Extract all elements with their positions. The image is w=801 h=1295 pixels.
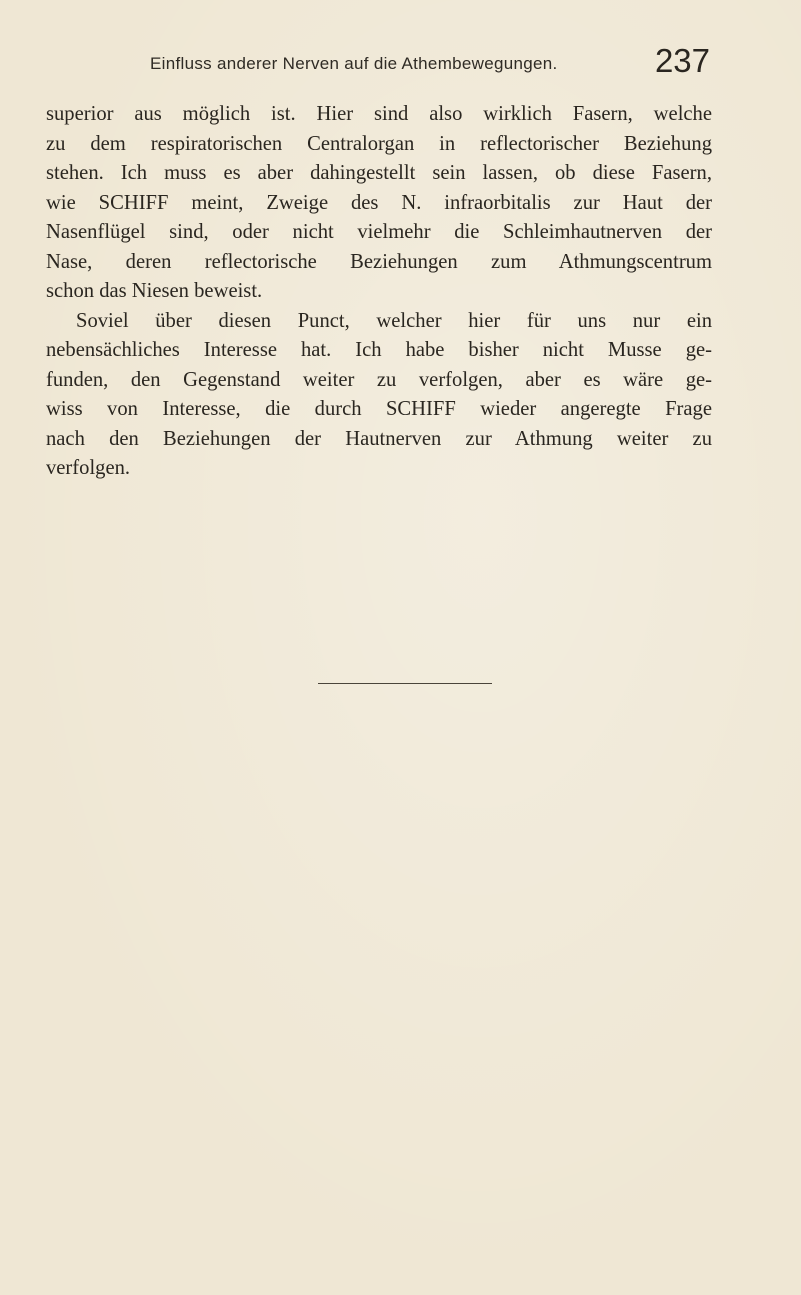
page-header bbox=[150, 42, 710, 84]
section-divider bbox=[318, 683, 492, 684]
text-line: nach den Beziehungen der Hautnerven zur Athmung weiter zu bbox=[46, 427, 712, 450]
text-line: schon das Niesen beweist. bbox=[46, 280, 263, 302]
text-line: Nasenflügel sind, oder nicht vielmehr die Schleimhautnerven der bbox=[46, 221, 712, 243]
body-text bbox=[46, 100, 712, 484]
text-line: funden, den Gegenstand weiter zu verfolgen, aber es wäre ge- bbox=[46, 368, 712, 391]
text-line: superior aus möglich ist. Hier sind also wirklich Fasern, welche bbox=[46, 103, 712, 125]
text-line: Nase, deren reflectorische Beziehungen zum Athmungscentrum bbox=[46, 250, 712, 273]
running-head: Einfluss anderer Nerven auf die Athembewegungen. bbox=[150, 54, 558, 73]
text-line: verfolgen. bbox=[46, 457, 131, 479]
text-line: stehen. Ich muss es aber dahingestellt sein lassen, ob diese Fasern, bbox=[46, 162, 712, 184]
text-line: wie SCHIFF meint, Zweige des N. infraorbitalis zur Haut der bbox=[46, 191, 712, 214]
text-line: nebensächliches Interesse hat. Ich habe bisher nicht Musse ge- bbox=[46, 339, 712, 361]
text-line: wiss von Interesse, die durch SCHIFF wieder angeregte Frage bbox=[46, 398, 712, 420]
text-line: Soviel über diesen Punct, welcher hier für uns nur ein bbox=[76, 309, 712, 332]
page-number: 237 bbox=[654, 42, 710, 79]
text-line: zu dem respiratorischen Centralorgan in reflectorischer Beziehung bbox=[46, 132, 712, 155]
